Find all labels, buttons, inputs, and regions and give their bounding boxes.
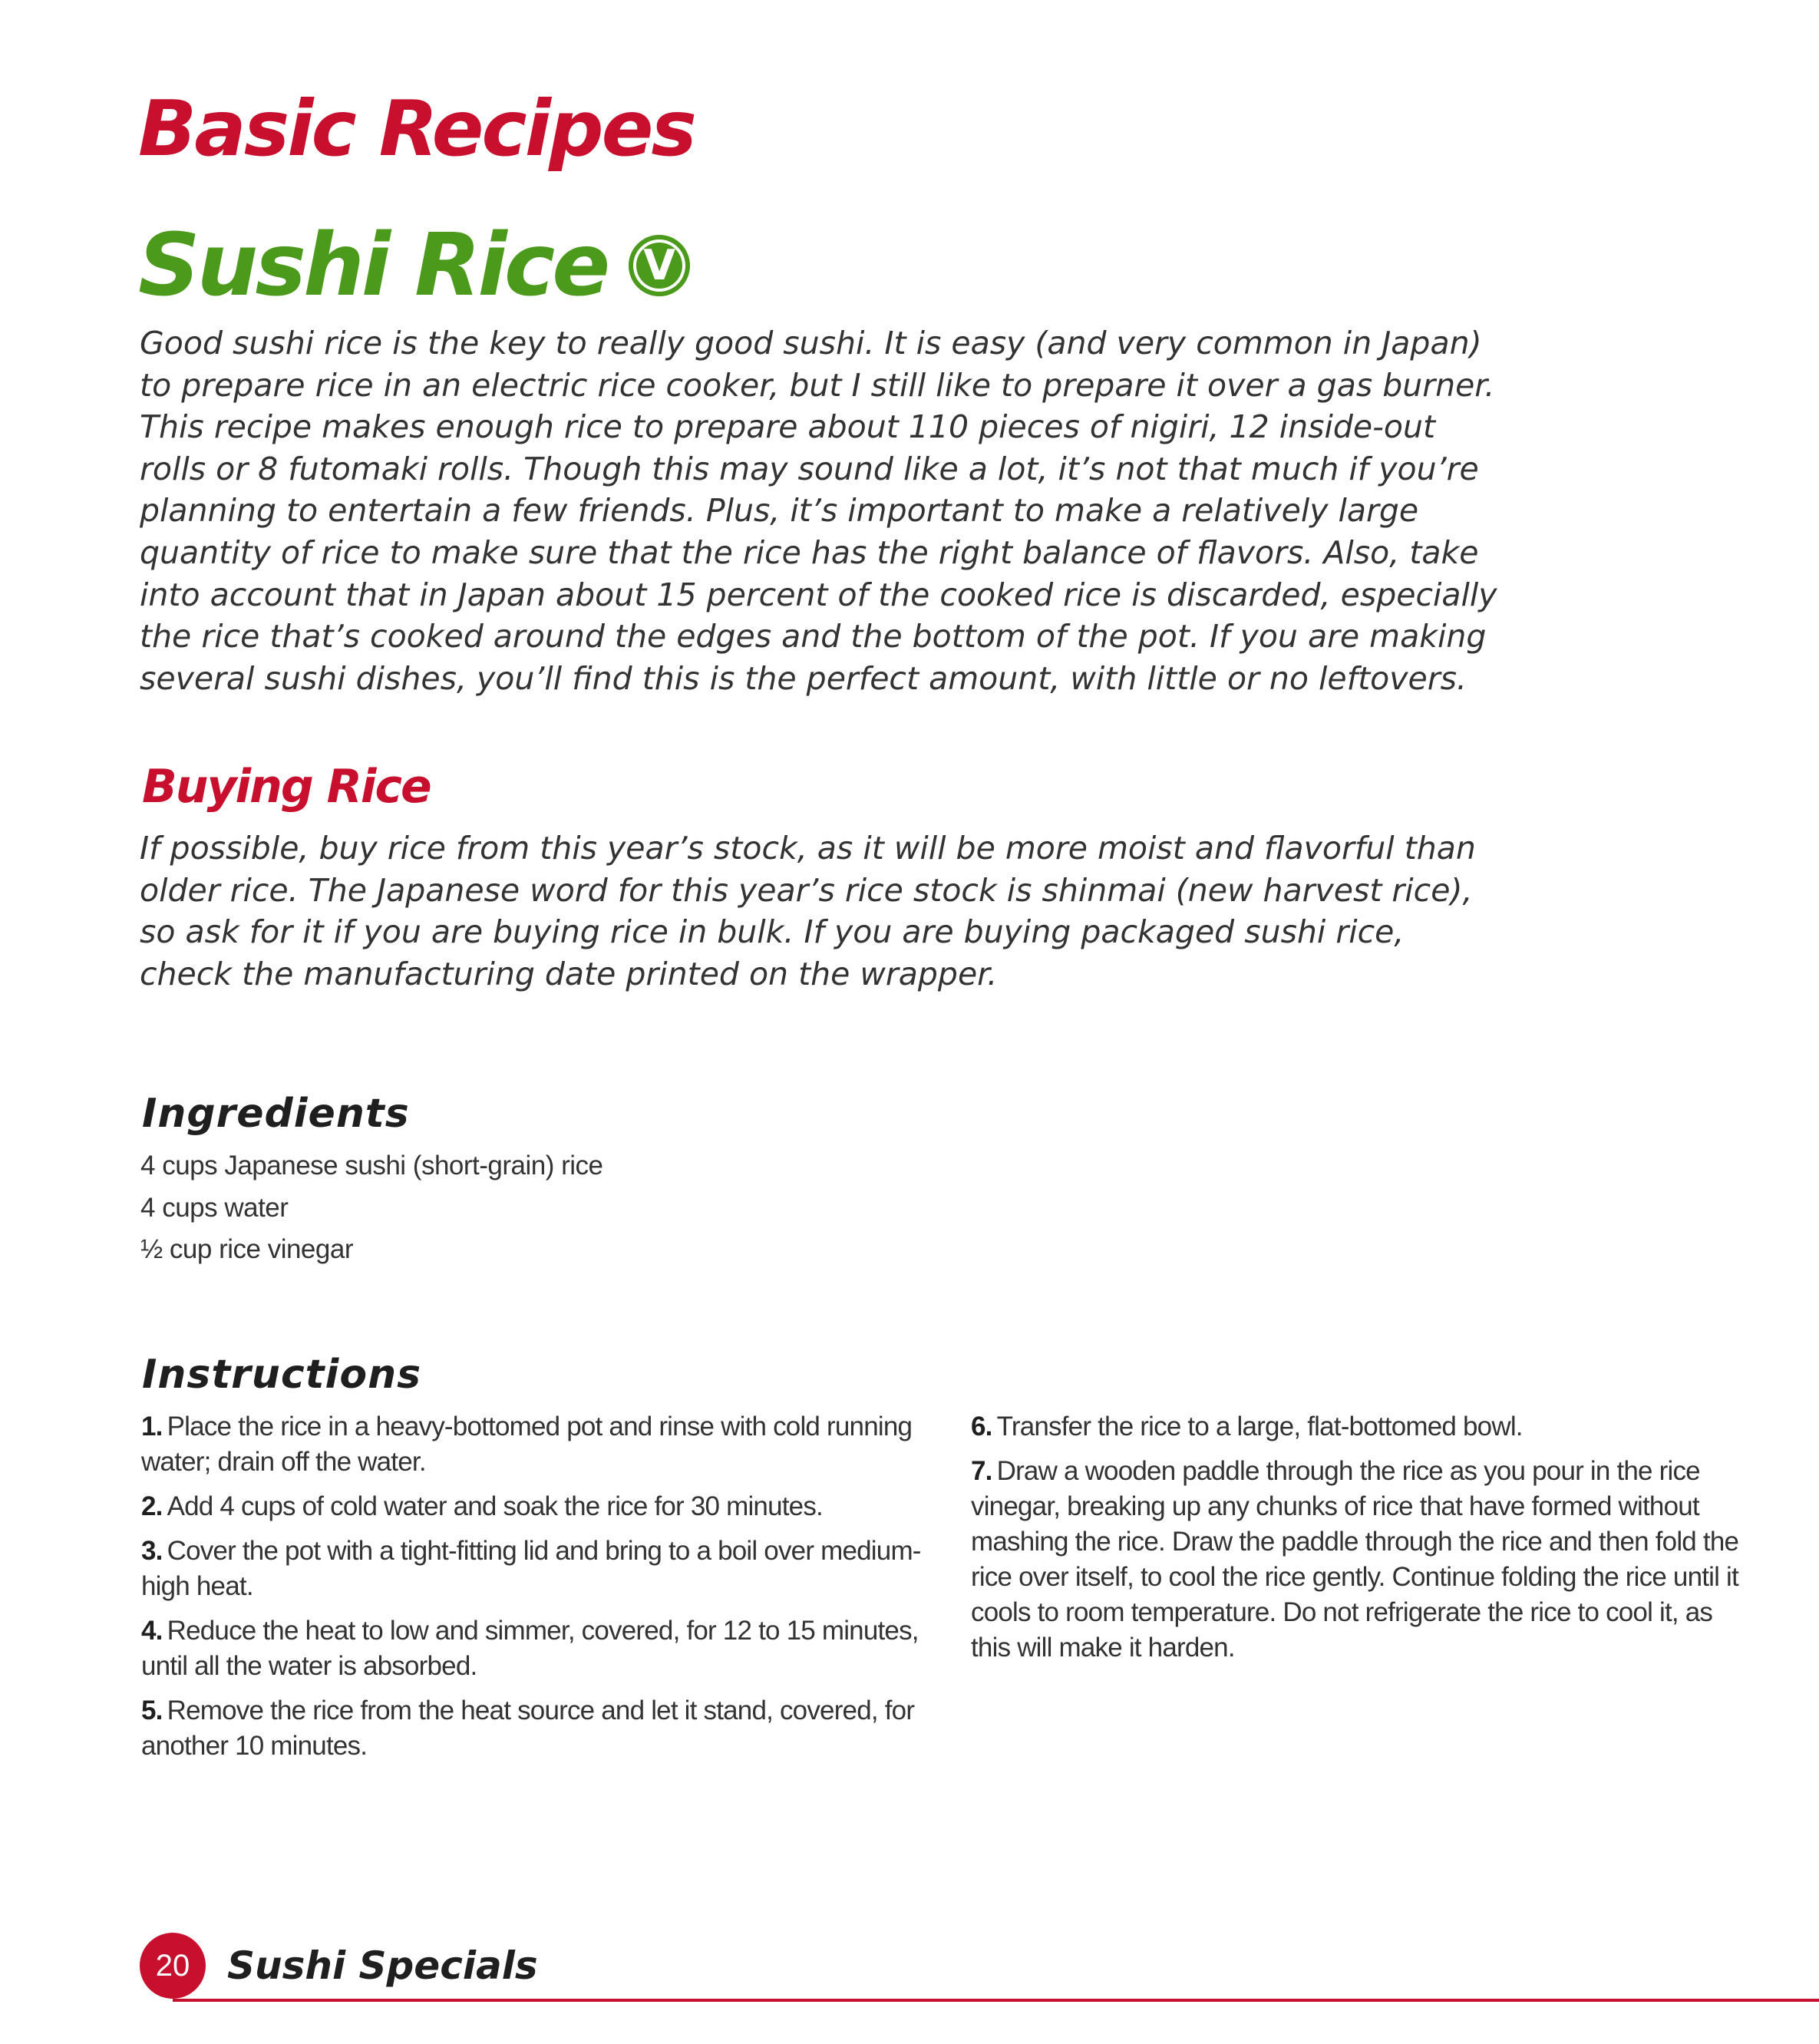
section-title: Basic Recipes	[138, 84, 695, 173]
step-text: Transfer the rice to a large, flat-bottomed bowl.	[996, 1412, 1523, 1441]
ingredient-item: 4 cups Japanese sushi (short-grain) rice	[140, 1151, 603, 1181]
footer-chapter-title: Sushi Specials	[227, 1943, 538, 1988]
recipe-title-text: Sushi Rice	[138, 216, 608, 315]
ingredient-item: 4 cups water	[140, 1192, 289, 1223]
step-number: 2.	[141, 1491, 163, 1521]
vegetarian-badge-icon: V	[629, 235, 690, 296]
ingredients-list	[140, 1145, 603, 1271]
instruction-step	[141, 1409, 936, 1480]
ingredients-heading: Ingredients	[142, 1091, 410, 1137]
instruction-step	[141, 1534, 936, 1604]
buying-rice-heading: Buying Rice	[142, 760, 431, 814]
step-text: Place the rice in a heavy-bottomed pot and rinse with cold running water; drain off the water.	[141, 1412, 913, 1477]
step-number: 7.	[971, 1456, 992, 1486]
step-number: 3.	[141, 1536, 163, 1566]
instructions-column-right	[971, 1409, 1742, 1675]
buying-rice-paragraph: If possible, buy rice from this year’s stock, as it will be more moist and flavorful than older rice. The Japanese word for this year’s rice stock is shinmai (new harvest rice), so ask for it if you are buying rice in bulk. If you are buying packaged sushi rice, check the manufacturing date printed on the wrapper.	[140, 830, 1476, 992]
instruction-step	[971, 1454, 1742, 1666]
step-number: 5.	[141, 1696, 163, 1725]
instruction-step	[141, 1489, 936, 1524]
step-text: Add 4 cups of cold water and soak the rice for 30 minutes.	[167, 1491, 823, 1521]
page-number-badge: 20	[140, 1933, 206, 1999]
instruction-step	[141, 1613, 936, 1684]
step-number: 4.	[141, 1616, 163, 1646]
intro-paragraph: Good sushi rice is the key to really good sushi. It is easy (and very common in Japan) to prepare rice in an electric rice cooker, but I still like to prepare it over a gas burner. This recipe makes enough rice to prepare about 110 pieces of nigiri, 12 inside-out rolls or 8 futomaki rolls. Though this may sound like a lot, it’s not that much if you’re planning to entertain a few friends. Plus, it’s important to make a relatively large quantity of rice to make sure that the rice has the right balance of flavors. Also, take into account that in Japan about 15 percent of the cooked rice is discarded, especially the rice that’s cooked around the edges and the bottom of the pot. If you are making several sushi dishes, you’ll find this is the perfect amount, with little or no leftovers.	[140, 325, 1497, 697]
instruction-step	[971, 1409, 1742, 1445]
ingredient-item: ½ cup rice vinegar	[140, 1234, 353, 1264]
step-text: Cover the pot with a tight-fitting lid and bring to a boil over medium-high heat.	[141, 1536, 921, 1601]
step-text: Remove the rice from the heat source and let it stand, covered, for another 10 minutes.	[141, 1696, 915, 1761]
step-number: 1.	[141, 1412, 163, 1441]
instruction-step	[141, 1693, 936, 1764]
instructions-column-left	[141, 1409, 936, 1773]
step-text: Reduce the heat to low and simmer, covered, for 12 to 15 minutes, until all the water is absorbed.	[141, 1616, 919, 1681]
page-footer	[140, 1933, 538, 1999]
recipe-title	[138, 216, 690, 315]
footer-divider	[173, 1999, 1819, 2002]
step-text: Draw a wooden paddle through the rice as you pour in the rice vinegar, breaking up any chunks of rice that have formed without mashing the rice. Draw the paddle through the rice and then fold the rice over itself, to cool the rice gently. Continue folding the rice until it cools to room temperature. Do not refrigerate the rice to cool it, as this will make it harden.	[971, 1456, 1739, 1663]
instructions-heading: Instructions	[142, 1352, 422, 1398]
step-number: 6.	[971, 1412, 992, 1441]
